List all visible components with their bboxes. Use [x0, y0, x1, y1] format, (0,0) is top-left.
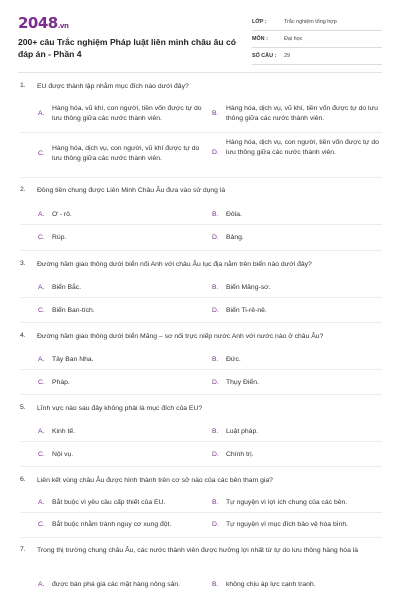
document-header	[0, 0, 400, 70]
meta-row-subject	[252, 31, 382, 48]
option-divider	[20, 466, 382, 467]
option-text: Tây Ban Nha.	[52, 356, 94, 363]
question-text: Trong thị trường chung châu Âu, các nước thành viên được hưởng lợi nhất từ tự do lưu thông hàng hóa là	[37, 547, 359, 554]
question-number: 7.	[20, 546, 26, 553]
question-number: 6.	[20, 476, 26, 483]
question-number: 3.	[20, 260, 26, 267]
question-text: Đường hầm giao thông dưới biển nối Anh với châu Âu lục địa nằm trên biển nào dưới đây?	[37, 261, 312, 268]
question-number: 4.	[20, 332, 26, 339]
option-letter: C.	[38, 307, 45, 314]
option-letter: D.	[212, 521, 219, 528]
option-letter: A.	[38, 581, 45, 588]
option-text: Luật pháp.	[226, 428, 259, 435]
option-divider	[20, 394, 382, 395]
question-number: 2.	[20, 186, 26, 193]
meta-label: LỚP :	[252, 19, 267, 25]
option-text: Chính trị.	[226, 451, 254, 458]
question-text: Đồng tiền chung được Liên Minh Châu Âu đưa vào sử dụng là	[37, 187, 226, 194]
option-text: Biển Ban-tích.	[52, 307, 95, 314]
option-text: Hàng hóa, vũ khí, con người, tiền vốn được tự do lưu thông giữa các nước thành viên.	[52, 105, 202, 122]
option-letter: C.	[38, 451, 45, 458]
option-text: Nội vụ.	[52, 451, 74, 458]
option-text: Tự nguyện vì mục đích bảo vệ hòa bình.	[226, 521, 349, 528]
logo-text: 2048	[18, 14, 58, 32]
meta-value: 29	[284, 53, 290, 59]
option-text: Biển Bắc.	[52, 284, 82, 291]
question-text: Đường hầm giao thông dưới biển Măng – sơ nối trực niếp nước Anh với nước nào ở châu Âu?	[37, 333, 324, 340]
option-letter: B.	[212, 356, 219, 363]
meta-value: Trắc nghiệm tổng hợp	[284, 19, 337, 25]
option-text: Bắt buộc vì yêu cầu cấp thiết của EU.	[52, 499, 166, 506]
option-text: Hàng hóa, dịch vụ, con người, tiền vốn được tự do lưu thông giữa các nước thành viên.	[226, 139, 379, 156]
option-divider	[20, 224, 382, 225]
option-letter: A.	[38, 499, 45, 506]
option-text: không chịu áp lực cạnh tranh.	[226, 581, 316, 588]
option-divider	[20, 322, 382, 323]
meta-row-count	[252, 48, 382, 65]
option-letter: D.	[212, 379, 219, 386]
logo-suffix: .vn	[57, 22, 69, 30]
option-letter: B.	[212, 211, 219, 218]
option-text: Ơ - rô.	[52, 211, 72, 218]
option-letter: C.	[38, 234, 45, 241]
option-text: Đôla.	[226, 211, 242, 218]
option-letter: A.	[38, 284, 45, 291]
question-text: Liên kết vùng châu Âu được hình thành trên cơ sở nào của các bên tham gia?	[37, 477, 273, 484]
option-letter: A.	[38, 356, 45, 363]
option-letter: B.	[212, 284, 219, 291]
meta-row-class	[252, 14, 382, 31]
question-text: Lĩnh vực nào sau đây không phải là mục đích của EU?	[37, 405, 203, 412]
option-letter: B.	[212, 428, 219, 435]
option-text: được bán phá giá các mặt hàng nông sản.	[52, 581, 181, 588]
header-divider	[18, 72, 382, 73]
meta-value: Đại học	[284, 36, 303, 42]
option-text: Pháp.	[52, 379, 70, 386]
option-text: Bắt buộc nhằm tránh nguy cơ xung đột.	[52, 521, 172, 528]
option-divider	[20, 512, 382, 513]
option-text: Hàng hóa, dịch vụ, con người, vũ khí được tự do lưu thông giữa các nước thành viên.	[52, 145, 200, 162]
option-letter: C.	[38, 379, 45, 386]
question-text: EU được thành lập nhằm mục đích nào dưới đây?	[37, 83, 189, 90]
option-letter: D.	[212, 149, 219, 156]
meta-label: MÔN :	[252, 36, 268, 42]
meta-label: SỐ CÂU :	[252, 53, 277, 59]
option-divider	[20, 537, 382, 538]
option-divider	[20, 297, 382, 298]
option-text: Hàng hóa, dịch vụ, vũ khí, tiền vốn được tự do lưu thông giữa các nước thành viên.	[226, 105, 378, 122]
option-letter: D.	[212, 234, 219, 241]
option-divider	[20, 250, 382, 251]
option-letter: B.	[212, 110, 219, 117]
option-text: Thụy Điển.	[226, 379, 259, 386]
option-divider	[20, 177, 382, 178]
option-letter: D.	[212, 451, 219, 458]
document-title: 200+ câu Trắc nghiệm Pháp luật liên minh châu âu có đáp án - Phần 4	[18, 37, 237, 59]
option-letter: C.	[38, 521, 45, 528]
option-divider	[20, 441, 382, 442]
site-logo[interactable]	[18, 14, 68, 32]
option-text: Bảng.	[226, 234, 244, 241]
option-divider	[20, 369, 382, 370]
option-divider	[20, 132, 382, 133]
option-text: Rúp.	[52, 234, 67, 241]
option-text: Đức.	[226, 356, 241, 363]
option-text: Biển Măng-sơ.	[226, 284, 271, 291]
option-letter: C.	[38, 150, 45, 157]
question-number: 5.	[20, 404, 26, 411]
option-letter: D.	[212, 307, 219, 314]
option-text: Biển Ti-rê-nê.	[226, 307, 267, 314]
option-text: Tự nguyện vì lợi ích chung của các bên.	[226, 499, 348, 506]
option-letter: A.	[38, 110, 45, 117]
option-letter: A.	[38, 211, 45, 218]
meta-info	[252, 14, 382, 65]
question-number: 1.	[20, 82, 26, 89]
option-letter: B.	[212, 581, 219, 588]
option-text: Kinh tế.	[52, 428, 76, 435]
option-letter: B.	[212, 499, 219, 506]
option-letter: A.	[38, 428, 45, 435]
